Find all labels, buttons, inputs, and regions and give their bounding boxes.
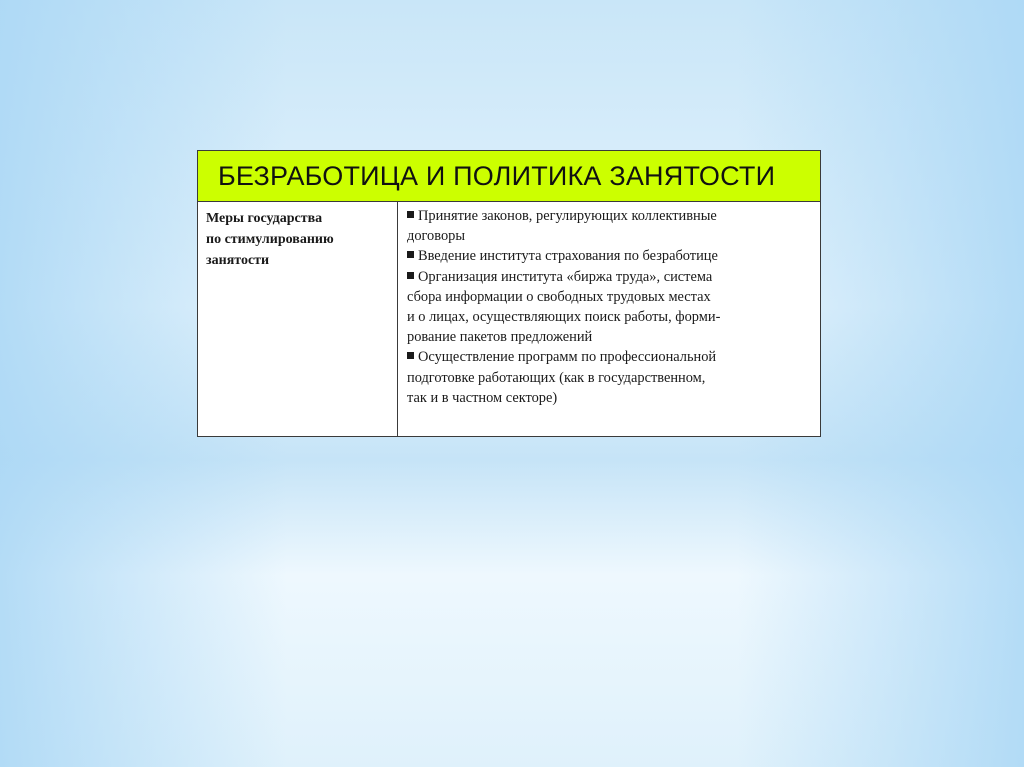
list-item-line: договоры (407, 228, 466, 245)
square-bullet-icon (407, 352, 414, 359)
square-bullet-icon (407, 272, 414, 279)
list-item-line: подготовке работающих (как в государственном, (407, 369, 706, 386)
measures-category-cell (198, 202, 398, 436)
list-item-line (407, 347, 812, 367)
measures-table (198, 202, 820, 436)
list-item (407, 246, 812, 266)
list-item-text: Организация института «биржа труда», система (418, 268, 713, 285)
list-item (407, 347, 812, 408)
category-label-line: занятости (206, 253, 270, 268)
category-label-line: Меры государства (206, 211, 323, 226)
list-item-line: рование пакетов предложений (407, 329, 593, 346)
list-item-text: Введение института страхования по безработице (418, 248, 718, 265)
measures-category-label (206, 208, 389, 271)
list-item (407, 206, 812, 246)
content-table-frame (197, 150, 821, 437)
list-item-line: сбора информации о свободных трудовых местах (407, 288, 711, 305)
slide-title: БЕЗРАБОТИЦА И ПОЛИТИКА ЗАНЯТОСТИ (218, 160, 776, 191)
list-item-line: и о лицах, осуществляющих поиск работы, форми- (407, 309, 721, 326)
list-item (407, 267, 812, 348)
list-item-text: Осуществление программ по профессиональной (418, 349, 717, 366)
list-item-line (407, 206, 812, 226)
list-item-line: так и в частном секторе) (407, 389, 558, 406)
square-bullet-icon (407, 251, 414, 258)
list-item-text: Принятие законов, регулирующих коллективные (418, 208, 717, 224)
category-label-line: по стимулированию (206, 232, 334, 247)
list-item-line (407, 246, 812, 266)
title-bar (198, 151, 820, 202)
measures-list-cell (398, 202, 820, 436)
list-item-line (407, 267, 812, 287)
square-bullet-icon (407, 211, 414, 218)
